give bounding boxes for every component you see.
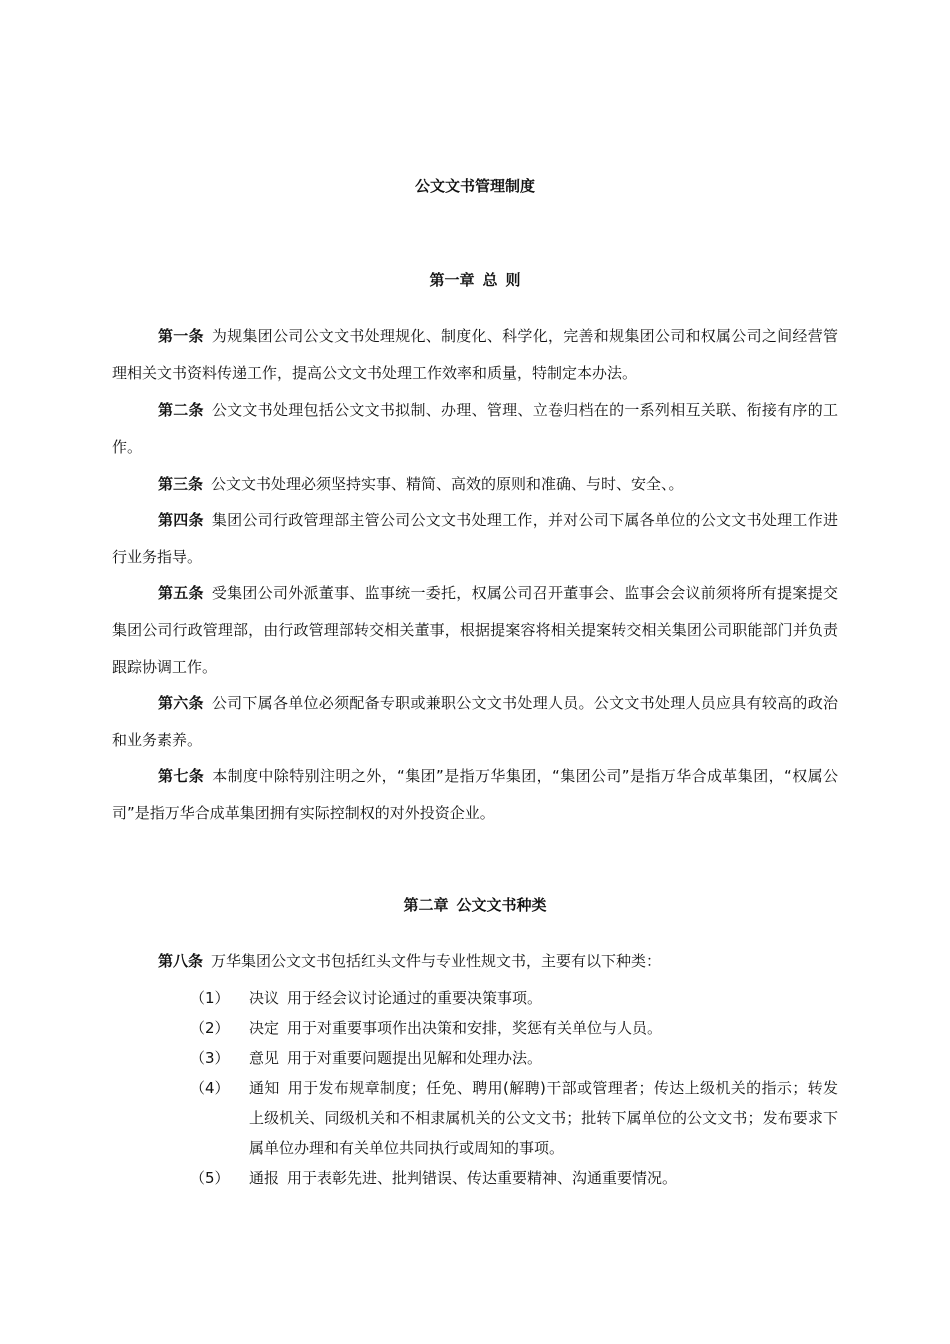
article-text: 受集团公司外派董事、监事统一委托，权属公司召开董事会、监事会会议前须将所有提案提交集团公司行政管理部，由行政管理部转交相关董事，根据提案容将相关提案转交相关集团公司职能部门并负责跟踪协调工作。 [112, 584, 838, 676]
article-text: 公司下属各单位必须配备专职或兼职公文文书处理人员。公文文书处理人员应具有较高的政治和业务素养。 [112, 694, 838, 749]
article-label: 第六条 [158, 694, 204, 712]
article-1 [112, 318, 838, 392]
article-text: 为规集团公司公文文书处理规化、制度化、科学化，完善和规集团公司和权属公司之间经营管理相关文书资料传递工作，提高公文文书处理工作效率和质量，特制定本办法。 [112, 327, 838, 382]
type-description: 用于发布规章制度；任免、聘用(解聘)干部或管理者；传达上级机关的指示；转发上级机关、同级机关和不相隶属机关的公文文书；批转下属单位的公文文书；发布要求下属单位办理和有关单位共同执行或周知的事项。 [249, 1079, 838, 1157]
document-types-list [112, 983, 838, 1193]
chapter-2-heading [0, 894, 950, 916]
type-description: 用于对重要事项作出决策和安排，奖惩有关单位与人员。 [287, 1019, 663, 1037]
type-description: 用于对重要问题提出见解和处理办法。 [287, 1049, 543, 1067]
list-number: （5） [190, 1169, 230, 1187]
article-text: 公文文书处理包括公文文书拟制、办理、管理、立卷归档在的一系列相互关联、衔接有序的工作。 [112, 401, 838, 456]
article-label: 第七条 [158, 767, 205, 785]
article-label: 第四条 [158, 511, 204, 529]
article-text: 集团公司行政管理部主管公司公文文书处理工作，并对公司下属各单位的公文文书处理工作进行业务指导。 [112, 511, 838, 566]
article-8 [112, 943, 838, 980]
chapter-1-name-2: 则 [505, 271, 521, 289]
article-3 [112, 466, 838, 503]
article-text: 本制度中除特别注明之外，“集团”是指万华集团，“集团公司”是指万华合成革集团，“权属公司”是指万华合成革集团拥有实际控制权的对外投资企业。 [112, 767, 838, 822]
type-description: 用于经会议讨论通过的重要决策事项。 [287, 989, 543, 1007]
article-6 [112, 685, 838, 759]
list-item [112, 1043, 838, 1073]
list-item [112, 983, 838, 1013]
list-number: （1） [190, 989, 230, 1007]
article-text: 万华集团公文文书包括红头文件与专业性规文书，主要有以下种类： [211, 952, 662, 970]
list-item [112, 1163, 838, 1193]
article-label: 第三条 [158, 475, 204, 493]
type-term: 决议 [249, 989, 280, 1007]
list-number: （3） [190, 1049, 230, 1067]
list-number: （2） [190, 1019, 230, 1037]
chapter-2-number: 第二章 [403, 896, 449, 914]
type-term: 决定 [249, 1019, 280, 1037]
list-item [112, 1073, 838, 1163]
article-5 [112, 575, 838, 686]
article-label: 第五条 [158, 584, 204, 602]
list-item [112, 1013, 838, 1043]
document-title: 公文文书管理制度 [414, 177, 535, 195]
chapter-1-number: 第一章 [429, 271, 475, 289]
article-text: 公文文书处理必须坚持实事、精简、高效的原则和准确、与时、安全、。 [211, 475, 684, 493]
article-2 [112, 392, 838, 466]
article-4 [112, 502, 838, 576]
article-label: 第一条 [158, 327, 204, 345]
chapter-1-heading [0, 269, 950, 291]
chapter-1-name: 总 [482, 271, 498, 289]
article-7 [112, 758, 838, 832]
article-label: 第二条 [158, 401, 204, 419]
type-term: 意见 [249, 1049, 280, 1067]
list-number: （4） [190, 1079, 230, 1097]
type-term: 通知 [249, 1079, 280, 1097]
chapter-2-name: 公文文书种类 [456, 896, 547, 914]
article-label: 第八条 [158, 952, 204, 970]
type-description: 用于表彰先进、批判错误、传达重要精神、沟通重要情况。 [287, 1169, 678, 1187]
type-term: 通报 [249, 1169, 280, 1187]
